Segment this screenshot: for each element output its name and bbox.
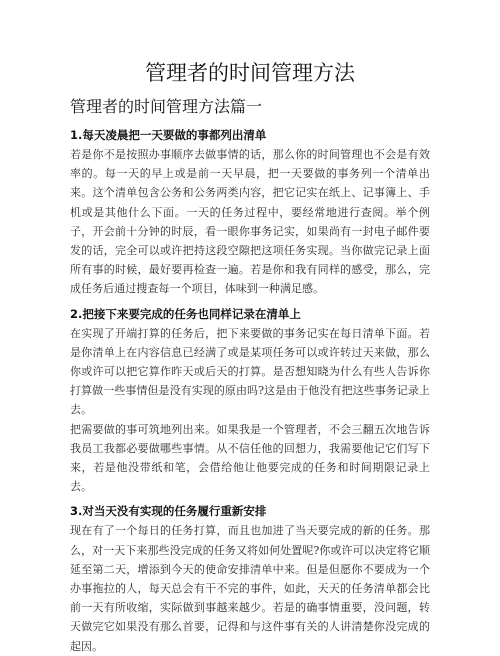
paragraph: 在实现了开端打算的任务后，把下来要做的事务记实在每日清单下面。若是你清单上在内容信息已经满了或是某项任务可以或许转过天来做，那么你或许可以把它算作昨天或后天的打算。是否想知晓为什么有些人告诉你打算做一些事情但是没有实现的原由吗?这是由于他没有把这些事务记录上去。: [70, 326, 430, 417]
section-1: [70, 126, 430, 299]
section-3: [70, 502, 430, 655]
paragraph: 若是你不是按照办事顺序去做事情的话，那么你的时间管理也不会是有效率的。每一天的早上或是前一天早晨，把一天要做的事务列一个清单出来。这个清单包含公务和公务两类内容，把它记实在纸上、记事簿上、手机或是其他什么下面。一天的任务过程中，要经常地进行查阅。举个例子，开会前十分钟的时辰，看一眼你事务记实，如果尚有一封电子邮件要发的话，完全可以或许把持这段空隙把这项任务实现。当你做完记录上面所有事的时候，最好要再检查一遍。若是你和我有同样的感受，那么，完成任务后通过搜查每一个项目，体味到一种满足感。: [70, 148, 430, 296]
section-heading: 3.对当天没有实现的任务履行重新安排: [70, 504, 267, 519]
section-heading: 1.每天凌晨把一天要做的事都列出清单: [70, 128, 267, 142]
document-subtitle: 管理者的时间管理方法篇一: [70, 97, 263, 116]
document-title: 管理者的时间管理方法: [145, 61, 355, 85]
paragraph: 现在有了一个每日的任务打算，而且也加进了当天要完成的新的任务。那么，对一天下来那些没完成的任务又将如何处置呢?你或许可以决定将它顺延至第二天，增添到今天的使命安排清单中来。但是但愿你不要成为一个办事拖拉的人，每天总会有干不完的事件，如此，天天的任务清单都会比前一天有所收缩，实际做到事越来越少。若是的确事情重要，没问题，转天做完它如果没有那么首要，记得和与这件事有关的人讲清楚你没完成的起因。: [70, 524, 430, 653]
section-heading: 2.把接下来要完成的任务也同样记录在清单上: [70, 306, 301, 321]
paragraph: 把需要做的事可筑地列出来。如果我是一个管理者，不会三翻五次地告诉我员工我都必要做哪些事情。从不信任他的回想力，我需要他记它们写下来，若是他没带纸和笔，会借给他让他要完成的任务和时间期限记录上去。: [70, 422, 430, 494]
section-2: [70, 305, 430, 497]
